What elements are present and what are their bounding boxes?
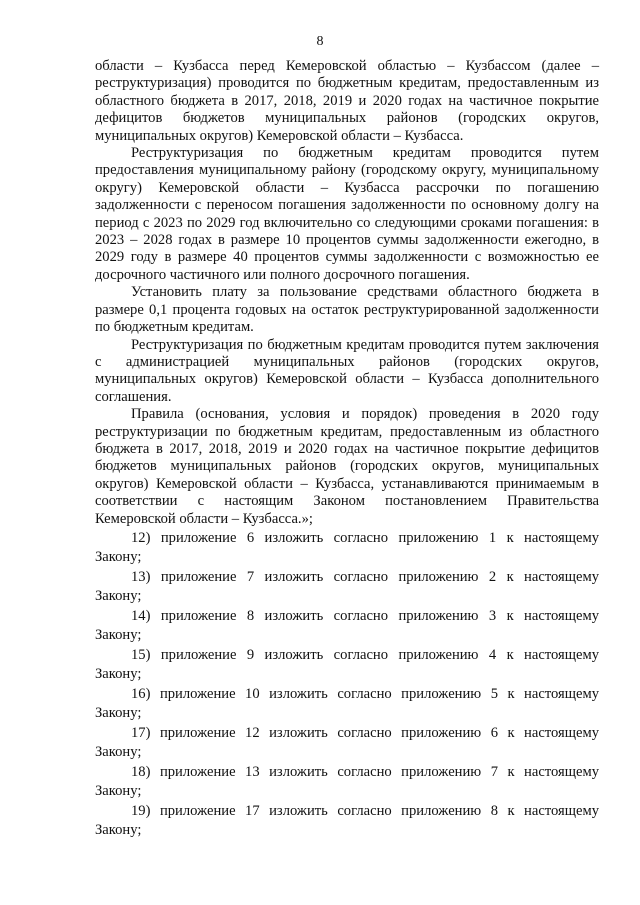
list-item: 14) приложение 8 изложить согласно приложению 3 к настоящему Закону;	[95, 607, 599, 643]
list-item: 15) приложение 9 изложить согласно приложению 4 к настоящему Закону;	[95, 646, 599, 682]
list-item: 16) приложение 10 изложить согласно приложению 5 к настоящему Закону;	[95, 685, 599, 721]
page-number: 8	[316, 34, 324, 49]
paragraph-interest-rate: Установить плату за пользование средствами областного бюджета в размере 0,1 процента годовых на остаток реструктурированной задолженности по бюджетным кредитам.	[95, 284, 599, 336]
paragraph-agreement: Реструктуризация по бюджетным кредитам проводится путем заключения с администрацией муниципальных районов (городских округов, муниципальных округов) Кемеровской области – Кузбасса дополнительного соглашения.	[95, 336, 599, 405]
list-item: 18) приложение 13 изложить согласно приложению 7 к настоящему Закону;	[95, 763, 599, 799]
document-body	[95, 58, 599, 840]
list-item: 19) приложение 17 изложить согласно приложению 8 к настоящему Закону;	[95, 802, 599, 838]
paragraph-rules: Правила (основания, условия и порядок) проведения в 2020 году реструктуризации по бюджетным кредитам, предоставленным из областного бюджета в 2017, 2018, 2019 и 2020 годах на частичное покрытие дефицитов бюджетов муниципальных районов (городских округов, муниципальных округов) Кемеровской области – Кузбасса, устанавливаются принимаемым в соответствии с настоящим Законом постановлением Правительства Кемеровской области – Кузбасса.»;	[95, 406, 599, 527]
list-item: 12) приложение 6 изложить согласно приложению 1 к настоящему Закону;	[95, 529, 599, 565]
list-item: 13) приложение 7 изложить согласно приложению 2 к настоящему Закону;	[95, 568, 599, 604]
paragraph-restructuring-method: Реструктуризация по бюджетным кредитам проводится путем предоставления муниципальному району (городскому округу, муниципальному округу) Кемеровской области – Кузбасса рассрочки по погашению задолженности с переносом погашения задолженности по основному долгу на период с 2023 по 2029 год включительно со следующими сроками погашения: в 2023 – 2028 годах в размере 10 процентов суммы задолженности ежегодно, в 2029 году в размере 40 процентов суммы задолженности с возможностью ее досрочного частичного или полного досрочного погашения.	[95, 145, 599, 283]
paragraph-continuation: области – Кузбасса перед Кемеровской областью – Кузбассом (далее – реструктуризация) проводится по бюджетным кредитам, предоставленным из областного бюджета в 2017, 2018, 2019 и 2020 годах на частичное покрытие дефицитов бюджетов муниципальных районов (городских округов, муниципальных округов) Кемеровской области – Кузбасса.	[95, 58, 599, 144]
list-item: 17) приложение 12 изложить согласно приложению 6 к настоящему Закону;	[95, 724, 599, 760]
